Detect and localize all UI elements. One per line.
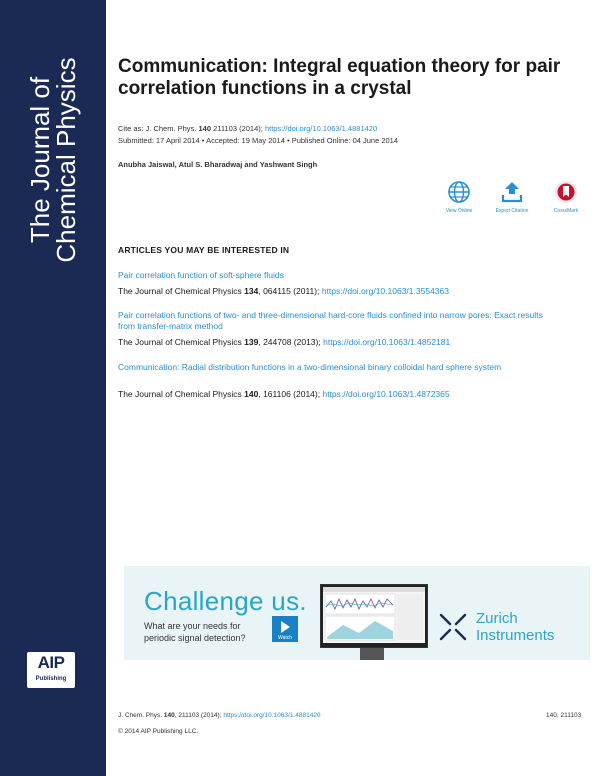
related-articles-heading: ARTICLES YOU MAY BE INTERESTED IN xyxy=(118,245,290,255)
zurich-instruments-logo-icon xyxy=(438,612,468,647)
monitor-screen xyxy=(323,587,425,643)
crossmark-label: CrossMark xyxy=(553,208,579,214)
ad-question-line2: periodic signal detection? xyxy=(144,633,246,643)
ref-rest: , 244708 (2013); xyxy=(258,337,321,347)
article-authors: Anubha Jaiswal, Atul S. Bharadwaj and Yashwant Singh xyxy=(118,160,318,169)
journal-name-line2: Chemical Physics xyxy=(51,57,81,263)
ref-rest: , 064115 (2011); xyxy=(258,286,320,296)
ref-journal: The Journal of Chemical Physics xyxy=(118,337,242,347)
watch-label: Watch xyxy=(278,635,292,641)
brand-line1: Zurich xyxy=(476,610,518,627)
aip-logo-text: AIP xyxy=(37,653,65,672)
ad-headline: Challenge us. xyxy=(144,586,307,616)
related-article-title[interactable]: Pair correlation function of soft-sphere fluids xyxy=(118,270,284,280)
footer-doi-link[interactable]: https://doi.org/10.1063/1.4881420 xyxy=(223,712,321,719)
export-citation-button[interactable] xyxy=(494,180,530,214)
submission-dates: Submitted: 17 April 2014 • Accepted: 19 May 2014 • Published Online: 04 June 2014 xyxy=(118,136,399,145)
zurich-instruments-brand xyxy=(476,610,554,644)
view-online-button[interactable] xyxy=(441,180,477,214)
article-title: Communication: Integral equation theory for pair correlation functions in a crystal xyxy=(118,56,561,99)
ref-rest: , 161106 (2014); xyxy=(258,389,321,399)
copyright-notice: © 2014 AIP Publishing LLC. xyxy=(118,728,199,735)
view-online-label: View Online xyxy=(445,208,473,214)
aip-publishing-logo[interactable] xyxy=(27,652,75,688)
ad-question xyxy=(144,620,246,644)
footer-rest: 211103 (2014); xyxy=(178,712,222,719)
footer-volume: 140 xyxy=(163,712,175,719)
ref-journal: The Journal of Chemical Physics xyxy=(118,389,242,399)
play-icon xyxy=(281,621,290,633)
ref-doi-link[interactable]: https://doi.org/10.1063/1.4852181 xyxy=(323,337,451,347)
brand-line2: Instruments xyxy=(476,627,555,644)
related-article-title[interactable]: Pair correlation functions of two- and three-dimensional hard-core fluids confined into narrow pores: Exact results from transfer-matrix method xyxy=(118,310,543,331)
ref-volume: 139 xyxy=(244,337,259,347)
related-article-reference xyxy=(118,389,450,399)
aip-logo-subtext: Publishing xyxy=(35,676,67,682)
footer-citation: J. Chem. Phys. 140, 211103 (2014); https://doi.org/10.1063/1.4881420 xyxy=(118,712,321,719)
footer-page-ref: 140, 211103 xyxy=(546,712,582,719)
ad-question-line1: What are your needs for xyxy=(144,621,241,631)
monitor-image xyxy=(320,584,428,648)
monitor-stand xyxy=(360,648,384,660)
ref-volume: 134 xyxy=(244,286,259,296)
advertisement-banner[interactable] xyxy=(124,566,590,660)
export-icon xyxy=(500,180,524,204)
watch-button[interactable] xyxy=(272,616,298,642)
crossmark-button[interactable] xyxy=(548,180,584,214)
cite-journal: J. Chem. Phys. xyxy=(145,124,197,133)
cite-rest: 211103 (2014); xyxy=(213,124,263,133)
journal-sidebar xyxy=(0,0,106,776)
journal-name xyxy=(27,10,79,310)
article-doi-link[interactable]: https://doi.org/10.1063/1.4881420 xyxy=(264,124,378,133)
cite-label: Cite as: xyxy=(118,124,144,133)
footer-journal: J. Chem. Phys. xyxy=(118,712,163,719)
cite-volume: 140 xyxy=(198,124,211,133)
citation-line xyxy=(118,124,377,133)
export-citation-label: Export Citation xyxy=(495,208,529,214)
globe-icon xyxy=(447,180,471,204)
crossmark-icon xyxy=(554,180,578,204)
journal-name-line1: The Journal of xyxy=(25,76,55,244)
related-article-reference xyxy=(118,286,449,296)
ref-volume: 140 xyxy=(244,389,259,399)
ref-doi-link[interactable]: https://doi.org/10.1063/1.3554363 xyxy=(321,286,449,296)
related-article-reference xyxy=(118,337,450,347)
ref-journal: The Journal of Chemical Physics xyxy=(118,286,242,296)
related-article-title[interactable]: Communication: Radial distribution functions in a two-dimensional binary colloidal hard sphere system xyxy=(118,362,502,372)
ref-doi-link[interactable]: https://doi.org/10.1063/1.4872365 xyxy=(322,389,450,399)
